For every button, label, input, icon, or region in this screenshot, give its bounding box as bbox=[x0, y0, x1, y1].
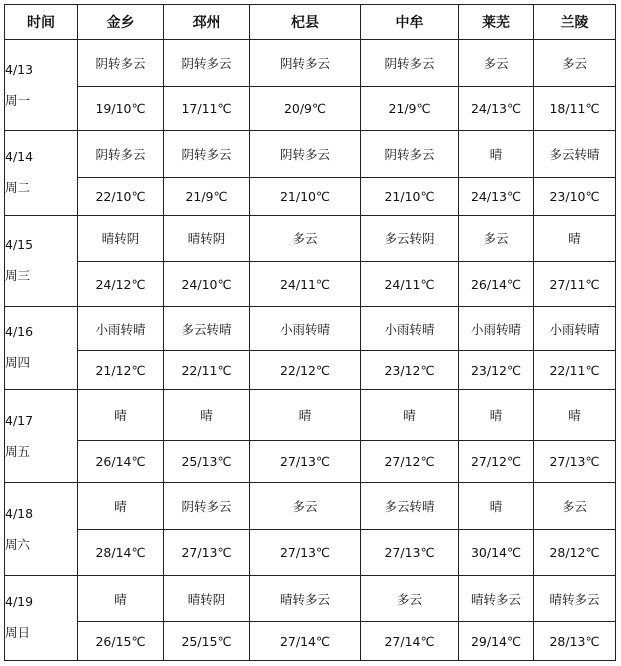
temperature-cell: 30/14℃ bbox=[459, 530, 534, 576]
temperature-cell: 27/13℃ bbox=[250, 530, 361, 576]
condition-cell: 晴转多云 bbox=[534, 575, 616, 622]
day-label-cell bbox=[5, 40, 78, 131]
condition-cell: 晴 bbox=[534, 215, 616, 262]
temperature-cell: 25/13℃ bbox=[164, 440, 250, 483]
temperature-cell: 21/9℃ bbox=[361, 86, 459, 131]
table-row bbox=[5, 575, 616, 622]
condition-cell: 多云转阴 bbox=[361, 215, 459, 262]
temperature-cell: 24/10℃ bbox=[164, 262, 250, 307]
temperature-cell: 27/13℃ bbox=[361, 530, 459, 576]
date-text: 4/18 bbox=[5, 505, 34, 521]
table-row bbox=[5, 262, 616, 307]
temperature-cell: 27/11℃ bbox=[534, 262, 616, 307]
condition-cell: 阴转多云 bbox=[361, 131, 459, 178]
condition-cell: 多云 bbox=[250, 215, 361, 262]
temperature-cell: 23/12℃ bbox=[361, 351, 459, 390]
table-row bbox=[5, 86, 616, 131]
table-row bbox=[5, 215, 616, 262]
temperature-cell: 27/13℃ bbox=[164, 530, 250, 576]
day-label-cell bbox=[5, 575, 78, 660]
temperature-cell: 23/10℃ bbox=[534, 177, 616, 215]
table-row bbox=[5, 390, 616, 441]
condition-cell: 多云 bbox=[250, 483, 361, 530]
condition-cell: 阴转多云 bbox=[164, 131, 250, 178]
weekday-text: 周三 bbox=[5, 268, 31, 284]
temperature-cell: 27/13℃ bbox=[250, 440, 361, 483]
temperature-cell: 27/14℃ bbox=[250, 622, 361, 661]
condition-cell: 晴 bbox=[361, 390, 459, 441]
temperature-cell: 27/13℃ bbox=[534, 440, 616, 483]
temperature-cell: 25/15℃ bbox=[164, 622, 250, 661]
condition-cell: 小雨转晴 bbox=[361, 306, 459, 351]
condition-cell: 阴转多云 bbox=[250, 40, 361, 87]
temperature-cell: 21/9℃ bbox=[164, 177, 250, 215]
temperature-cell: 24/11℃ bbox=[361, 262, 459, 307]
condition-cell: 阴转多云 bbox=[250, 131, 361, 178]
condition-cell: 晴 bbox=[78, 575, 164, 622]
condition-cell: 晴 bbox=[78, 483, 164, 530]
table-row bbox=[5, 40, 616, 87]
temperature-cell: 22/10℃ bbox=[78, 177, 164, 215]
day-label-cell bbox=[5, 215, 78, 306]
condition-cell: 多云 bbox=[459, 40, 534, 87]
condition-cell: 阴转多云 bbox=[361, 40, 459, 87]
condition-cell: 晴 bbox=[534, 390, 616, 441]
table-row bbox=[5, 177, 616, 215]
temperature-cell: 17/11℃ bbox=[164, 86, 250, 131]
day-label-cell bbox=[5, 131, 78, 215]
temperature-cell: 24/11℃ bbox=[250, 262, 361, 307]
table-row bbox=[5, 131, 616, 178]
temperature-cell: 26/15℃ bbox=[78, 622, 164, 661]
table-row bbox=[5, 622, 616, 661]
day-label-cell bbox=[5, 390, 78, 483]
date-text: 4/16 bbox=[5, 324, 34, 340]
date-text: 4/13 bbox=[5, 61, 34, 77]
condition-cell: 晴 bbox=[459, 390, 534, 441]
condition-cell: 小雨转晴 bbox=[78, 306, 164, 351]
temperature-cell: 20/9℃ bbox=[250, 86, 361, 131]
temperature-cell: 22/12℃ bbox=[250, 351, 361, 390]
temperature-cell: 27/12℃ bbox=[361, 440, 459, 483]
condition-cell: 晴 bbox=[164, 390, 250, 441]
header-time: 时间 bbox=[5, 5, 78, 40]
condition-cell: 晴 bbox=[459, 131, 534, 178]
header-city-lanling: 兰陵 bbox=[534, 5, 616, 40]
condition-cell: 多云 bbox=[534, 40, 616, 87]
temperature-cell: 24/13℃ bbox=[459, 86, 534, 131]
condition-cell: 多云转晴 bbox=[361, 483, 459, 530]
temperature-cell: 28/14℃ bbox=[78, 530, 164, 576]
date-text: 4/17 bbox=[5, 412, 34, 428]
table-row bbox=[5, 351, 616, 390]
temperature-cell: 21/12℃ bbox=[78, 351, 164, 390]
temperature-cell: 18/11℃ bbox=[534, 86, 616, 131]
date-text: 4/19 bbox=[5, 594, 34, 610]
table-row bbox=[5, 440, 616, 483]
temperature-cell: 21/10℃ bbox=[250, 177, 361, 215]
table-header-row bbox=[5, 5, 616, 40]
table-row bbox=[5, 530, 616, 576]
day-label-cell bbox=[5, 306, 78, 389]
condition-cell: 晴 bbox=[78, 390, 164, 441]
temperature-cell: 24/12℃ bbox=[78, 262, 164, 307]
temperature-cell: 29/14℃ bbox=[459, 622, 534, 661]
weekday-text: 周一 bbox=[5, 92, 31, 108]
temperature-cell: 21/10℃ bbox=[361, 177, 459, 215]
condition-cell: 小雨转晴 bbox=[459, 306, 534, 351]
condition-cell: 晴转多云 bbox=[250, 575, 361, 622]
weekday-text: 周四 bbox=[5, 355, 31, 371]
temperature-cell: 23/12℃ bbox=[459, 351, 534, 390]
temperature-cell: 28/13℃ bbox=[534, 622, 616, 661]
condition-cell: 晴转阴 bbox=[164, 215, 250, 262]
condition-cell: 晴转阴 bbox=[78, 215, 164, 262]
header-city-laiwu: 莱芜 bbox=[459, 5, 534, 40]
condition-cell: 阴转多云 bbox=[164, 483, 250, 530]
day-label-cell bbox=[5, 483, 78, 575]
condition-cell: 多云 bbox=[459, 215, 534, 262]
weekday-text: 周二 bbox=[5, 180, 31, 196]
condition-cell: 多云转晴 bbox=[534, 131, 616, 178]
condition-cell: 多云转晴 bbox=[164, 306, 250, 351]
temperature-cell: 26/14℃ bbox=[459, 262, 534, 307]
date-text: 4/14 bbox=[5, 149, 34, 165]
header-city-pizhou: 邳州 bbox=[164, 5, 250, 40]
condition-cell: 晴转阴 bbox=[164, 575, 250, 622]
table-row bbox=[5, 483, 616, 530]
condition-cell: 多云 bbox=[534, 483, 616, 530]
temperature-cell: 22/11℃ bbox=[164, 351, 250, 390]
temperature-cell: 19/10℃ bbox=[78, 86, 164, 131]
temperature-cell: 22/11℃ bbox=[534, 351, 616, 390]
table-body bbox=[5, 40, 616, 661]
condition-cell: 阴转多云 bbox=[78, 131, 164, 178]
temperature-cell: 27/12℃ bbox=[459, 440, 534, 483]
header-city-zhongmou: 中牟 bbox=[361, 5, 459, 40]
condition-cell: 多云 bbox=[361, 575, 459, 622]
header-city-jinxiang: 金乡 bbox=[78, 5, 164, 40]
condition-cell: 小雨转晴 bbox=[250, 306, 361, 351]
weekday-text: 周五 bbox=[5, 443, 31, 459]
weekday-text: 周六 bbox=[5, 536, 31, 552]
condition-cell: 阴转多云 bbox=[164, 40, 250, 87]
condition-cell: 小雨转晴 bbox=[534, 306, 616, 351]
date-text: 4/15 bbox=[5, 237, 34, 253]
header-city-qixian: 杞县 bbox=[250, 5, 361, 40]
temperature-cell: 28/12℃ bbox=[534, 530, 616, 576]
condition-cell: 晴转多云 bbox=[459, 575, 534, 622]
table-row bbox=[5, 306, 616, 351]
temperature-cell: 26/14℃ bbox=[78, 440, 164, 483]
temperature-cell: 24/13℃ bbox=[459, 177, 534, 215]
condition-cell: 晴 bbox=[459, 483, 534, 530]
weather-forecast-table bbox=[4, 4, 616, 661]
condition-cell: 阴转多云 bbox=[78, 40, 164, 87]
condition-cell: 晴 bbox=[250, 390, 361, 441]
temperature-cell: 27/14℃ bbox=[361, 622, 459, 661]
weekday-text: 周日 bbox=[5, 625, 31, 641]
